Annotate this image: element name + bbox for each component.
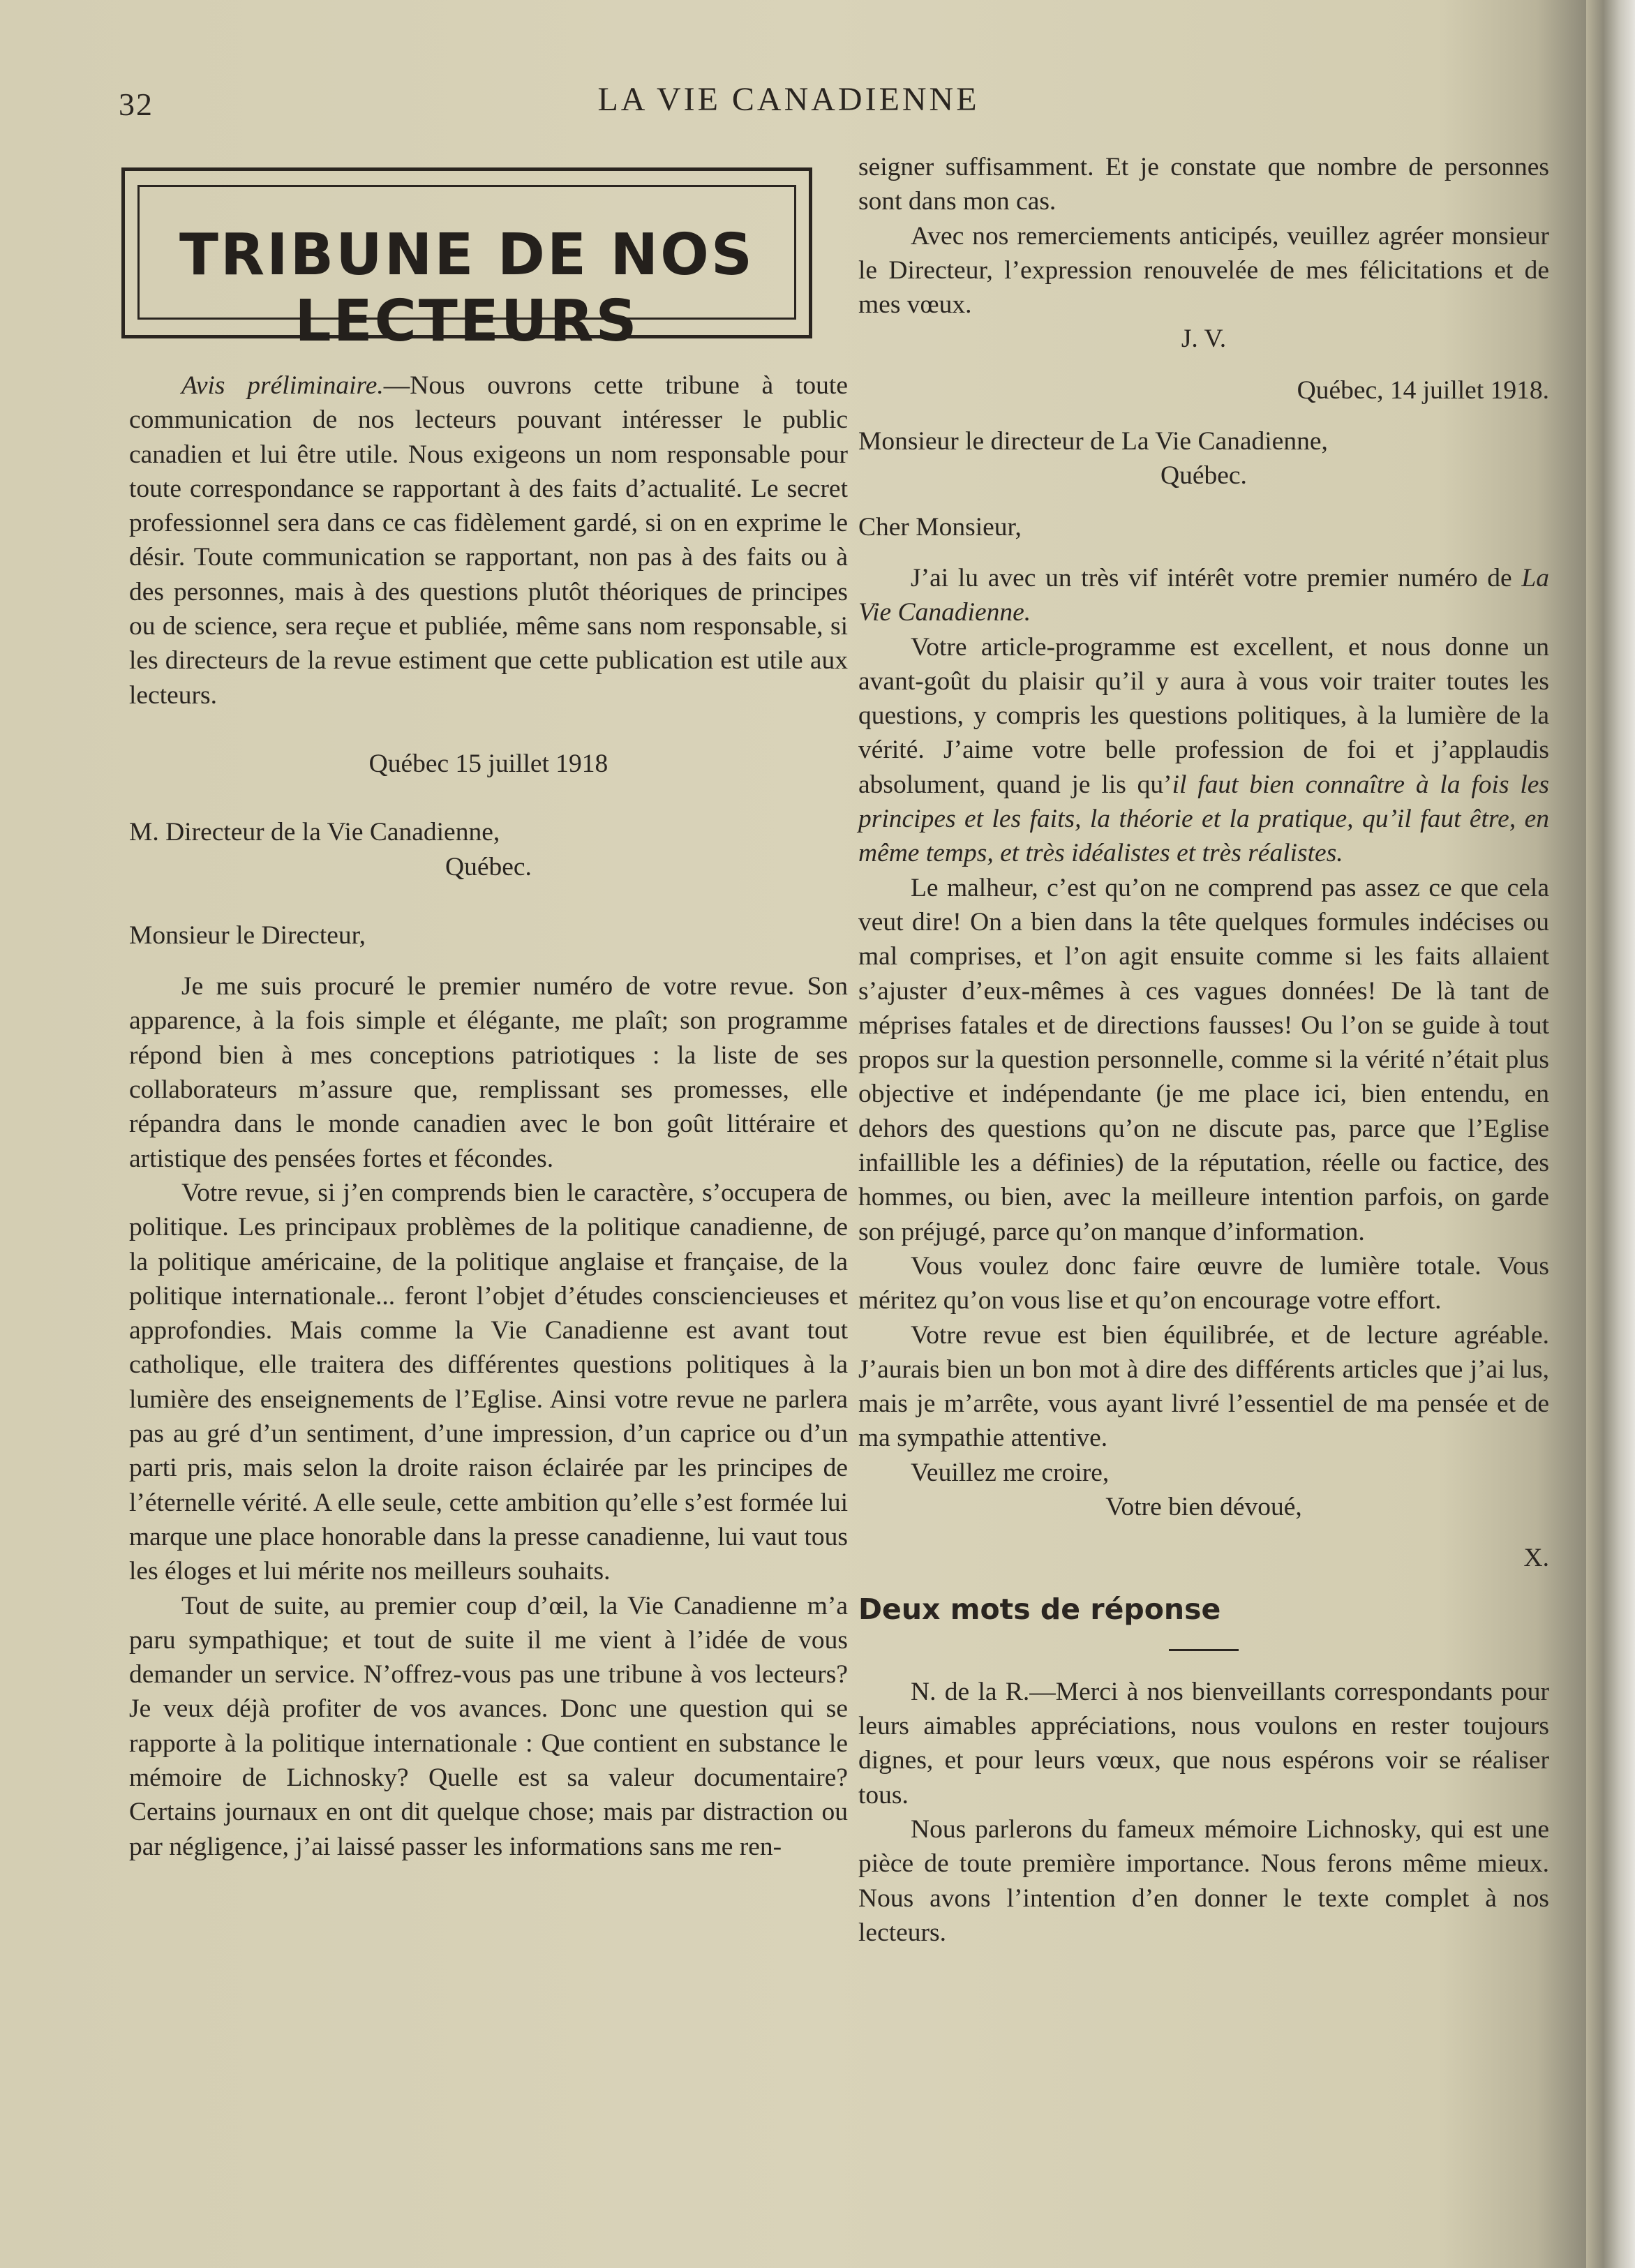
- letter2-paragraph: Le malheur, c’est qu’on ne comprend pas assez ce que cela veut dire! On a bien dans la tête quelques formules indécises ou mal comprises, et l’on agit ensuite comme si les faits allaient s’ajuster d’eux-mêmes à ces vagues données! De là tant de méprises fatales et de directions fausses! Ou l’on se guide à tout propos sur la question personnelle, comme si la vérité n’était plus objective et indépendante (je me place ici, bien entendu, en dehors des questions qu’on ne discute pas, parce que l’Eglise infaillible les a définies) de la réputation, réelle ou factice, des hommes, ou bien, avec la meilleure intention parfois, on garde son préjugé, parce qu’on manque d’information.: [858, 873, 1549, 1246]
- letter2-paragraph-text: J’ai lu avec un très vif intérêt votre premier numéro de: [911, 563, 1522, 592]
- letter2-closing: Votre bien dévoué,: [1105, 1492, 1302, 1521]
- letter1-addressee: M. Directeur de la Vie Canadienne,: [129, 818, 500, 847]
- letter1-addressee-city: Québec.: [445, 852, 532, 881]
- letter2-salutation: Cher Monsieur,: [858, 512, 1022, 542]
- spacer: [858, 544, 1549, 561]
- left-column: [129, 368, 848, 1864]
- reply-paragraph: Nous parlerons du fameux mémoire Lichnosky, qui est une pièce de toute première importance. Nous ferons même mieux. Nous avons l’intention d’en donner le texte complet à nos lecteurs.: [858, 1815, 1549, 1947]
- letter1-paragraph: Votre revue, si j’en comprends bien le caractère, s’occupera de politique. Les principaux problèmes de la politique canadienne, de la politique américaine, de la politique anglaise et française, de la politique internationale... feront l’objet d’études consciencieuses et approfondies. Mais comme la Vie Canadienne est avant tout catholique, elle traitera des différentes questions politiques à la lumière des enseignements de l’Eglise. Ainsi votre revue ne parlera pas au gré d’un sentiment, d’une impression, d’un caprice ou d’un parti pris, mais selon la droite raison éclairée par les principes de l’éternelle vérité. A elle seule, cette ambition qu’elle s’est formée lui marque une place honorable dans la presse canadienne, lui vaut tous les éloges et lui mérite nos meilleurs souhaits.: [129, 1178, 848, 1586]
- magazine-name: La Vie Canadienne.: [858, 563, 1549, 627]
- page-edge: [1586, 0, 1635, 2268]
- spacer: [129, 953, 848, 969]
- letter1-salutation: Monsieur le Directeur,: [129, 920, 366, 950]
- letter2-addressee-city: Québec.: [1160, 461, 1247, 491]
- letter2-paragraph: [858, 561, 1549, 630]
- letter2-dateline: Québec, 14 juillet 1918.: [1297, 375, 1549, 405]
- letter2-signature: X.: [1523, 1544, 1549, 1573]
- letter2-paragraph: Vous voulez donc faire œuvre de lumière totale. Vous méritez qu’on vous lise et qu’on encourage votre effort.: [858, 1251, 1549, 1315]
- reply-paragraph: N. de la R.—Merci à nos bienveillants correspondants pour leurs aimables appréciations, nous voulons en rester toujours dignes, et pour leurs vœux, que nous espérons voir se réaliser tous.: [858, 1677, 1549, 1810]
- divider-rule: [1169, 1649, 1239, 1651]
- spacer: [129, 884, 848, 918]
- letter2-addressee: Monsieur le directeur de La Vie Canadienne,: [858, 427, 1328, 456]
- letter1-paragraph: Je me suis procuré le premier numéro de votre revue. Son apparence, à la fois simple et élégante, me plaît; son programme répond bien à mes conceptions patriotiques : la liste de ses collaborateurs m’assure que, remplissant ses promesses, elle répandra dans le monde canadien avec le bon goût littéraire et artistique des pensées fortes et fécondes.: [129, 972, 848, 1173]
- quoted-program: il faut bien connaître à la fois les principes et les faits, la théorie et la pratique, qu’il faut être, en même temps, et très idéalistes et très réalistes.: [858, 770, 1550, 868]
- spacer: [858, 357, 1549, 373]
- running-title: LA VIE CANADIENNE: [597, 81, 980, 118]
- right-column: [858, 150, 1549, 1950]
- notice-label: Avis préliminaire.: [181, 371, 384, 400]
- letter1-paragraph: Tout de suite, au premier coup d’œil, la Vie Canadienne m’a paru sympathique; et tout de suite il me vient à l’idée de vous demander un service. N’offrez-vous pas une tribune à vos lecteurs? Je veux déjà profiter de vos avances. Donc une question qui se rapporte à la politique internationale : Que contient en substance le mémoire de Lichnosky? Quelle est sa valeur documentaire? Certains journaux en ont dit quelque chose; mais par distraction ou par négligence, j’ai laissé passer les informations sans me ren-: [129, 1591, 848, 1861]
- spacer: [129, 713, 848, 747]
- letter2-paragraph-text: Votre article-programme est excellent, et nous donne un avant-goût du plaisir qu’il y aura à vous voir traiter toutes les questions, y compris les questions politiques, à la lumière de la vérité. J’aime votre belle profession de foi et j’applaudis absolument, quand je lis qu’: [858, 632, 1549, 799]
- letter1-signature: J. V.: [1181, 324, 1227, 354]
- letter2-paragraph: Votre revue est bien équilibrée, et de lecture agréable. J’aurais bien un bon mot à dire des différents articles que j’ai lus, mais je m’arrête, vous ayant livré l’essentiel de ma pensée et de ma sympathie attentive.: [858, 1320, 1549, 1453]
- letter1-paragraph-continued: seigner suffisamment. Et je constate que nombre de personnes sont dans mon cas.: [858, 153, 1549, 216]
- preliminary-notice: [129, 368, 848, 713]
- spacer: [858, 408, 1549, 424]
- spacer: [129, 781, 848, 815]
- page-header: [112, 80, 1465, 122]
- spacer: [858, 1576, 1549, 1592]
- letter1-dateline: Québec 15 juillet 1918: [368, 749, 609, 778]
- banner-inner-frame: [137, 185, 796, 355]
- notice-text: —Nous ouvrons cette tribune à toute communication de nos lecteurs pouvant intéresser le public canadien et lui être utile. Nous exigeons un nom responsable pour toute correspondance se rapportant à des faits d’actualité. Le secret professionnel sera dans ce cas fidèlement gardé, si on en exprime le désir. Toute communication se rapportant, non pas à des faits ou à des personnes, mais à des questions plutôt théoriques de principes ou de science, sera reçue et publiée, même sans nom responsable, si les directeurs de la revue estiment que cette publication est utile aux lecteurs.: [129, 371, 848, 710]
- letter2-closing: Veuillez me croire,: [911, 1458, 1110, 1487]
- section-banner: [121, 167, 812, 355]
- letter2-paragraph: [858, 630, 1549, 871]
- reply-heading: Deux mots de réponse: [858, 1592, 1221, 1626]
- banner-title: TRIBUNE DE NOS LECTEURS: [179, 222, 754, 355]
- letter1-closing-paragraph: Avec nos remerciements anticipés, veuillez agréer monsieur le Directeur, l’expression renouvelée de mes félicitations et de mes vœux.: [858, 221, 1549, 320]
- page-number: 32: [119, 87, 154, 122]
- spacer: [858, 493, 1549, 510]
- spacer: [858, 1524, 1549, 1541]
